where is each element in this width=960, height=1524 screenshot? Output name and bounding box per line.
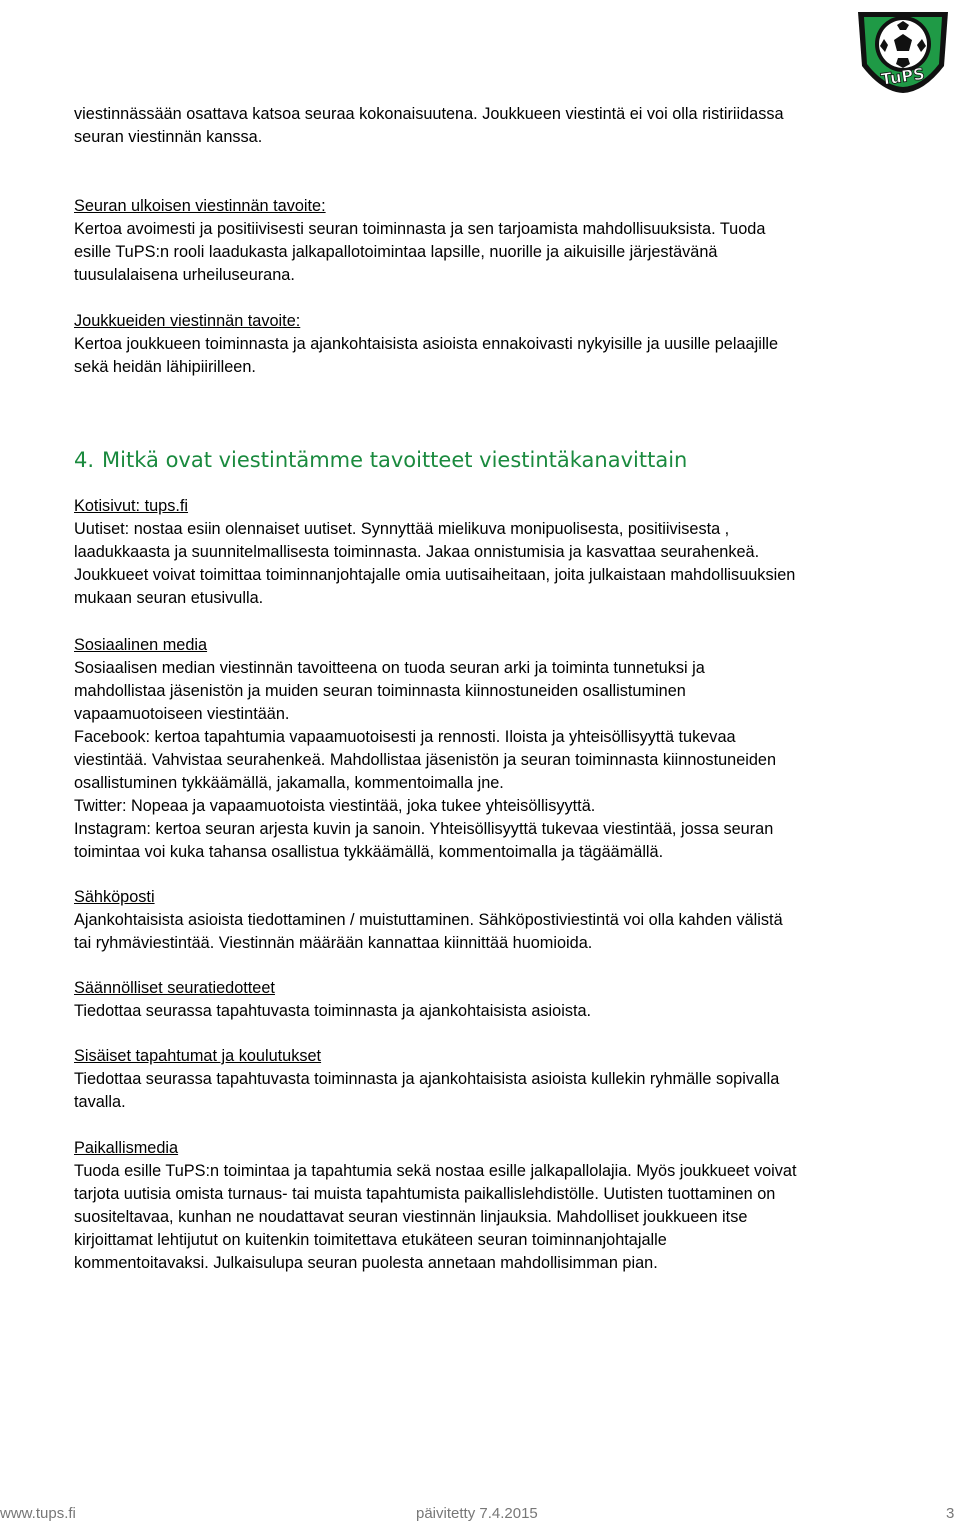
- text-line: Joukkueet voivat toimittaa toiminnanjohtajalle omia uutisaiheitaan, joita julkaistaan mahdollisuuksien: [74, 566, 796, 584]
- text-line: osallistuminen tykkäämällä, jakamalla, kommentoimalla jne.: [74, 774, 504, 792]
- text-line: Kertoa avoimesti ja positiivisesti seuran toiminnasta ja sen tarjoamista mahdollisuuksista. Tuoda: [74, 220, 766, 238]
- tups-logo: [854, 6, 952, 94]
- text-line: Tiedottaa seurassa tapahtuvasta toiminnasta ja ajankohtaisista asioista.: [74, 1002, 592, 1020]
- text-line: Twitter: Nopeaa ja vapaamuotoista viestintää, joka tukee yhteisöllisyyttä.: [74, 797, 596, 815]
- external-goal-title: Seuran ulkoisen viestinnän tavoite:: [74, 197, 326, 215]
- text-line: tavalla.: [74, 1093, 126, 1111]
- section-title: Mitkä ovat viestintämme tavoitteet viestintäkanavittain: [102, 448, 688, 472]
- text-line: Facebook: kertoa tapahtumia vapaamuotoisesti ja rennosti. Iloista ja yhteisöllisyyttä tukevaa: [74, 728, 736, 746]
- text-line: mukaan seuran etusivulla.: [74, 589, 264, 607]
- social-media-title: Sosiaalinen media: [74, 636, 208, 654]
- tups-logo-graphic: [854, 6, 952, 94]
- team-goal-section: [74, 310, 960, 379]
- text-line: viestinnässään osattava katsoa seuraa kokonaisuutena. Joukkueen viestintä ei voi olla ristiriidassa: [74, 105, 784, 123]
- text-line: Kertoa joukkueen toiminnasta ja ajankohtaisista asioista ennakoivasti nykyisille ja uusille pelaajille: [74, 335, 779, 353]
- text-line: laadukkaasta ja suunnitelmallisesta toiminnasta. Jakaa onnistumisia ja kasvattaa seurahenkeä.: [74, 543, 760, 561]
- intro-paragraph: [74, 103, 960, 149]
- social-media-section: [74, 634, 960, 864]
- email-section: [74, 886, 960, 955]
- text-line: Instagram: kertoa seuran arjesta kuvin ja sanoin. Yhteisöllisyyttä tukevaa viestintää, jossa seuran: [74, 820, 774, 838]
- text-line: viestintää. Vahvistaa seurahenkeä. Mahdollistaa jäsenistön ja seuran toiminnasta kiinnostuneiden: [74, 751, 777, 769]
- text-line: Uutiset: nostaa esiin olennaiset uutiset. Synnyttää mielikuva monipuolisesta, positiivisesta ,: [74, 520, 730, 538]
- footer-page-number: 3: [946, 1505, 955, 1522]
- footer-updated: päivitetty 7.4.2015: [416, 1505, 538, 1522]
- text-line: seuran viestinnän kanssa.: [74, 128, 263, 146]
- text-line: Tiedottaa seurassa tapahtuvasta toiminnasta ja ajankohtaisista asioista kullekin ryhmälle sopivalla: [74, 1070, 780, 1088]
- bulletins-section: [74, 977, 960, 1023]
- section-heading: [74, 445, 695, 475]
- text-line: kirjoittamat lehtijutut on kuitenkin toimitettava etukäteen seuran toiminnanjohtajalle: [74, 1231, 667, 1249]
- text-line: Sosiaalisen median viestinnän tavoitteena on tuoda seuran arki ja toiminta tunnetuksi ja: [74, 659, 705, 677]
- text-line: esille TuPS:n rooli laadukasta jalkapallotoimintaa lapsille, nuorille ja aikuisille järjestävänä: [74, 243, 718, 261]
- text-line: tarjota uutisia omista turnaus- tai muista tapahtumista paikallislehdistölle. Uutisten tuottaminen on: [74, 1185, 776, 1203]
- external-goal-section: [74, 195, 960, 287]
- local-media-title: Paikallismedia: [74, 1139, 179, 1157]
- section-number: 4.: [74, 448, 95, 472]
- footer-website[interactable]: www.tups.fi: [0, 1505, 76, 1522]
- text-line: vapaamuotoiseen viestintään.: [74, 705, 290, 723]
- bulletins-title: Säännölliset seuratiedotteet: [74, 979, 275, 997]
- internal-events-section: [74, 1045, 960, 1114]
- internal-events-title: Sisäiset tapahtumat ja koulutukset: [74, 1047, 322, 1065]
- local-media-section: [74, 1137, 960, 1275]
- text-line: toimintaa voi kuka tahansa osallistua tykkäämällä, kommentoimalla ja tägäämällä.: [74, 843, 664, 861]
- text-line: mahdollistaa jäsenistön ja muiden seuran toiminnasta kiinnostuneiden osallistuminen: [74, 682, 686, 700]
- email-title: Sähköposti: [74, 888, 155, 906]
- text-line: suositeltavaa, kunhan ne noudattavat seuran viestinnän linjauksia. Mahdolliset joukkueen itse: [74, 1208, 748, 1226]
- homepage-section: [74, 495, 960, 610]
- team-goal-title: Joukkueiden viestinnän tavoite:: [74, 312, 301, 330]
- text-line: sekä heidän lähipiirilleen.: [74, 358, 256, 376]
- text-line: kommentoitavaksi. Julkaisulupa seuran puolesta annetaan mahdollisimman pian.: [74, 1254, 658, 1272]
- text-line: tuusulalaisena urheiluseurana.: [74, 266, 295, 284]
- logo-text: TuPS: [879, 64, 926, 89]
- text-line: tai ryhmäviestintää. Viestinnän määrään kannattaa kiinnittää huomioida.: [74, 934, 593, 952]
- text-line: Ajankohtaisista asioista tiedottaminen / muistuttaminen. Sähköpostiviestintä voi olla kahden välistä: [74, 911, 783, 929]
- text-line: Tuoda esille TuPS:n toimintaa ja tapahtumia sekä nostaa esille jalkapallolajia. Myös joukkueet voivat: [74, 1162, 797, 1180]
- homepage-title: Kotisivut: tups.fi: [74, 497, 189, 515]
